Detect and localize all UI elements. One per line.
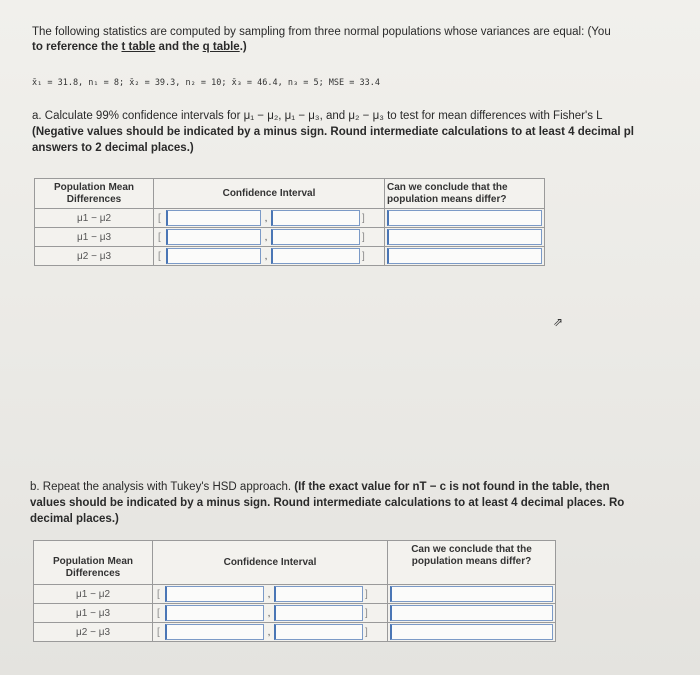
intro-line2 <box>32 40 611 55</box>
part-b-line1-pre: b. Repeat the analysis with Tukey's HSD approach. <box>30 481 295 493</box>
ci-upper-input[interactable] <box>271 210 360 226</box>
close-bracket: ] <box>365 588 368 600</box>
ci-cell <box>153 623 388 642</box>
close-bracket: ] <box>362 231 365 243</box>
part-b-line1 <box>30 479 624 495</box>
table-part-a <box>34 178 545 266</box>
conclude-select[interactable] <box>390 605 553 621</box>
row-label: μ1 − μ2 <box>34 585 153 604</box>
ci-cell <box>154 228 385 247</box>
intro-line1: The following statistics are computed by sampling from three normal populations whose variances are equal: (You <box>32 26 611 38</box>
ci-cell <box>153 604 388 623</box>
comma: , <box>264 212 268 224</box>
intro-line2-pre: to reference the <box>32 41 122 53</box>
part-a-line3: answers to 2 decimal places.) <box>32 142 194 154</box>
header-confidence-interval: Confidence Interval <box>154 179 385 209</box>
comma: , <box>267 588 271 600</box>
answer-cell <box>388 623 556 642</box>
close-bracket: ] <box>362 212 365 224</box>
ci-lower-input[interactable] <box>166 248 261 264</box>
close-bracket: ] <box>365 607 368 619</box>
header-col3-line1: Can we conclude that the <box>387 181 508 193</box>
part-b-line2: values should be indicated by a minus sign. Round intermediate calculations to at least 4 decimal places. Ro <box>30 497 625 509</box>
row-label: μ2 − μ3 <box>34 623 153 642</box>
t-table-link[interactable]: t table <box>121 41 156 53</box>
question-intro <box>32 25 611 55</box>
part-b-question <box>30 479 624 527</box>
header-col1-line1: Population Mean <box>54 181 134 193</box>
row-label: μ1 − μ2 <box>35 209 154 228</box>
ci-lower-input[interactable] <box>165 624 264 640</box>
ci-lower-input[interactable] <box>166 210 261 226</box>
part-b-line3: decimal places.) <box>30 513 119 525</box>
q-table-link[interactable]: q table <box>202 41 240 53</box>
ci-lower-input[interactable] <box>165 586 264 602</box>
row-label: μ1 − μ3 <box>34 604 153 623</box>
ci-cell <box>153 585 388 604</box>
open-bracket: [ <box>158 212 161 224</box>
ci-cell <box>154 209 385 228</box>
header-col1-line2: Differences <box>65 568 121 579</box>
conclude-select[interactable] <box>387 248 542 264</box>
mouse-cursor-icon: ⇗ <box>553 315 564 329</box>
comma: , <box>267 607 271 619</box>
header-conclude <box>388 541 556 585</box>
ci-lower-input[interactable] <box>165 605 264 621</box>
intro-line2-post: .) <box>239 41 247 53</box>
comma: , <box>267 626 271 638</box>
ci-upper-input[interactable] <box>274 624 363 640</box>
ci-upper-input[interactable] <box>274 605 363 621</box>
part-a-line2: (Negative values should be indicated by a minus sign. Round intermediate calculations to at least 4 decimal pl <box>32 126 634 138</box>
open-bracket: [ <box>157 607 160 619</box>
comma: , <box>264 231 268 243</box>
header-col1-line2: Differences <box>66 193 122 205</box>
row-label: μ1 − μ3 <box>35 228 154 247</box>
open-bracket: [ <box>158 231 161 243</box>
answer-cell <box>385 247 545 266</box>
ci-cell <box>154 247 385 266</box>
table-row <box>35 247 545 266</box>
conclude-select[interactable] <box>387 229 542 245</box>
table-row <box>34 585 556 604</box>
header-col3-line2: population means differ? <box>411 556 532 567</box>
header-col3-line1: Can we conclude that the <box>411 544 532 555</box>
sample-statistics: x̄₁ = 31.8, n₁ = 8; x̄₂ = 39.3, n₂ = 10; x̄₃ = 46.4, n₃ = 5; MSE = 33.4 <box>32 78 380 88</box>
open-bracket: [ <box>157 588 160 600</box>
header-mean-differences <box>35 179 154 209</box>
intro-line2-mid: and the <box>155 41 203 53</box>
comma: , <box>264 250 268 262</box>
table-row <box>34 623 556 642</box>
table-row <box>35 228 545 247</box>
table-part-b <box>33 540 556 642</box>
ci-lower-input[interactable] <box>166 229 261 245</box>
answer-cell <box>388 604 556 623</box>
ci-upper-input[interactable] <box>271 248 360 264</box>
table-row <box>35 209 545 228</box>
part-a-question <box>32 108 634 156</box>
header-col3-line2: population means differ? <box>387 193 507 205</box>
table-row <box>34 604 556 623</box>
conclude-select[interactable] <box>390 586 553 602</box>
header-confidence-interval: Confidence Interval <box>153 541 388 585</box>
header-conclude <box>385 179 545 209</box>
part-b-line1-bold: (If the exact value for nT − c is not found in the table, then <box>294 481 610 493</box>
open-bracket: [ <box>157 626 160 638</box>
answer-cell <box>385 209 545 228</box>
ci-upper-input[interactable] <box>271 229 360 245</box>
ci-upper-input[interactable] <box>274 586 363 602</box>
header-col1-line1: Population Mean <box>53 556 133 567</box>
answer-cell <box>385 228 545 247</box>
answer-cell <box>388 585 556 604</box>
row-label: μ2 − μ3 <box>35 247 154 266</box>
part-a-line1: a. Calculate 99% confidence intervals for μ₁ − μ₂, μ₁ − μ₃, and μ₂ − μ₃ to test for mean differences with Fisher's L <box>32 110 603 122</box>
header-mean-differences <box>34 541 153 585</box>
close-bracket: ] <box>362 250 365 262</box>
conclude-select[interactable] <box>387 210 542 226</box>
close-bracket: ] <box>365 626 368 638</box>
conclude-select[interactable] <box>390 624 553 640</box>
open-bracket: [ <box>158 250 161 262</box>
